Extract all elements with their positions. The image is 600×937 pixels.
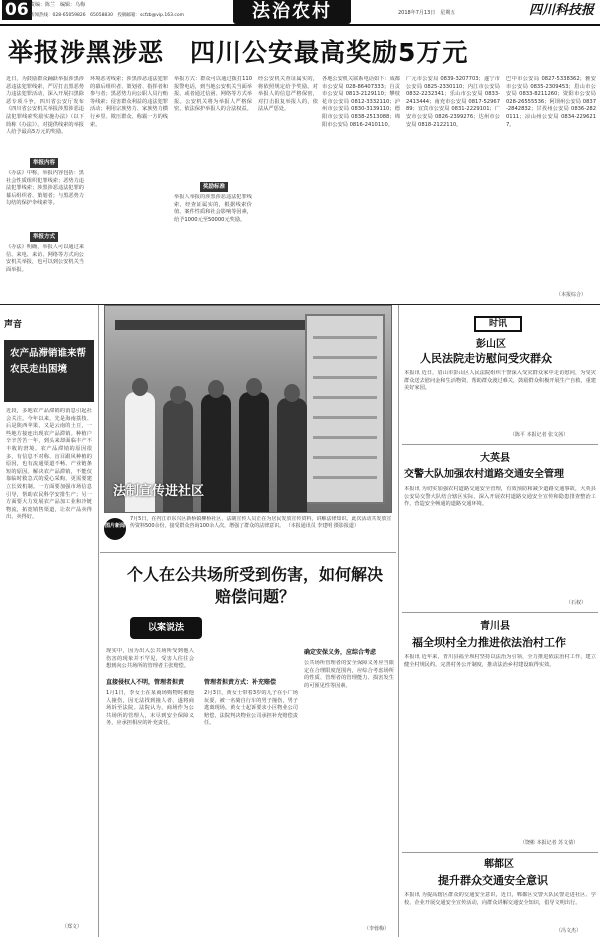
opinion-signature: （郑文）	[62, 924, 83, 930]
lead-col-2: 环境恶劣线索；涉黑涉恶违法犯罪的幕后组织者、策划者、指挥者和参与者；黑恶势力向公职人员行贿等线索；侵害群众利益的违法犯罪活动；利用宗族势力、家族势力横行乡里、欺压群众、称霸一方的线索。	[90, 76, 168, 128]
brief-2-region: 大英县	[480, 453, 510, 464]
brief-1-region: 彭山区	[476, 339, 506, 350]
brief-3-credit: （饶彬 本报记者 苏文倩）	[520, 840, 579, 846]
photo-person-head	[208, 380, 224, 398]
section-banner	[233, 0, 351, 24]
section-title: 法治农村	[252, 1, 332, 22]
photo-caption: 法制宣传进社区	[113, 484, 205, 499]
left-column-divider	[98, 305, 99, 937]
lead-subhead-2: 举报方式	[30, 232, 58, 242]
page-header	[0, 0, 600, 26]
legal-subhead-2: 管理者担责方式：补充赔偿	[204, 679, 277, 686]
lead-subhead-1: 举报内容	[30, 158, 58, 168]
brief-1-credit: （陈平 本报记者 张文茜）	[510, 432, 569, 438]
lead-subhead-3: 奖励标准	[200, 182, 228, 192]
opinion-title-box	[4, 340, 94, 402]
lead-col-1: 近日，为鼓励群众踊跃举报涉黑涉恶违法犯罪线索，严厉打击黑恶势力违法犯罪活动，深入开展扫黑除恶专项斗争，四川省公安厅发布《四川省公安机关举报涉黑涉恶违法犯罪线索奖励实施办法》（以下简称《办法》），对提供线索的举报人给予最高5万元的奖励。	[6, 76, 84, 136]
lead-col-3b: 举报人举报的涉黑涉恶违法犯罪线索，经查证属实的，根据线索价值、案件性质和社会影响等因素，给予1000元至50000元奖励。	[174, 194, 252, 223]
brief-2-credit: （石权）	[566, 600, 587, 606]
brief-divider	[402, 612, 598, 613]
lead-col-4: 经公安机关查证属实的，将依照规定给予奖励。对举报人的信息严格保密，对打击报复举报人的，依法从严惩处。	[258, 76, 318, 113]
photo-text: 7月5日，在内江市东兴区新桥镇柳桥社区，法制宣传人员正在为居民发放宣传资料，讲解法律知识。此次活动共发放宣传资料500余份，接受群众咨询100余人次，增强了群众的法律意识。	[130, 516, 392, 530]
photo-news-badge: 图片新闻	[104, 518, 126, 540]
photo-person	[201, 394, 231, 512]
news-section-logo: 时讯	[474, 316, 522, 332]
legal-signature: （李蓉梅）	[364, 926, 390, 932]
voice-label: 声音	[4, 320, 23, 330]
lead-col-1c: 《办法》明确，举报人可以通过来信、来电、来访、网络等方式向公安机关举报，也可以到公安机关当面举报。	[6, 244, 84, 273]
lead-col-7: 巴中市公安局 0827-5338362；雅安市公安局 0835-2309453；眉山市公安局 0833-8211260；资阳市公安局 028-26555536；阿坝州公安局 0837-2842832；甘孜州公安局 0836-2820111；凉山州公安局 0834-2296217。	[506, 76, 596, 128]
voice-column-heading	[4, 312, 94, 334]
brief-2-title: 交警大队加强农村道路交通安全管理	[404, 469, 564, 480]
issue-date: 2018年7月13日 星期五	[398, 10, 456, 16]
brief-4-title: 提升群众交通安全意识	[438, 874, 548, 887]
photo-person	[239, 392, 269, 512]
brief-divider	[402, 852, 598, 853]
page-number: 06	[2, 0, 32, 20]
lead-col-5: 各地公安机关联系电话如下：成都市公安局 028-86407333；自贡市公安局 0813-2129110；攀枝花市公安局 0812-3332110；泸州市公安局 0830-3139110；德阳市公安局 0838-2513088；绵阳市公安局 0816-2410110。	[322, 76, 400, 128]
legal-subhead-3: 确定安保义务，应综合考虑	[304, 649, 377, 656]
brief-3-region: 青川县	[480, 621, 510, 632]
lead-source: （本报综合）	[556, 292, 587, 298]
brief-3-body: 本报讯 近年来，青川县福全坝村坚持以法治为引领，全力推进依法治村工作，建立健全村规民约，完善村务公开制度，推动法治乡村建设取得实效。	[404, 654, 596, 668]
lead-col-1b: 《办法》中称，举报内容包括：黑社会性质组织犯罪线索；恶势力违法犯罪线索；涉黑涉恶违法犯罪的幕后组织者、策划者；与黑恶势力勾结的保护伞线索等。	[6, 170, 84, 207]
news-photo	[104, 305, 392, 513]
brief-4-credit: （冯文杰）	[556, 928, 582, 934]
brief-3-title: 福全坝村全力推进依法治村工作	[412, 636, 566, 649]
brief-1-title: 人民法院走访慰问受灾群众	[420, 352, 552, 365]
lead-col-6: 广元市公安局 0839-3207703；遂宁市公安局 0825-2330110；内江市公安局 0832-2232341；乐山市公安局 0833-2413444；南充市公安局 0817-5296789；宜宾市公安局 0831-2229101；广安市公安局 0826-2399276；达州市公安局 0818-2122110。	[406, 76, 500, 128]
brief-4-body: 本报讯 为提高辖区群众的交通安全意识，近日，郫都区交警大队民警走进社区、学校、企业开展交通安全宣传活动，向群众讲解交通安全知识，倡导文明出行。	[404, 892, 596, 906]
photo-person-head	[246, 378, 262, 396]
case-law-badge: 以案说法	[130, 617, 202, 639]
legal-article-title: 个人在公共场所受到伤害，如何解决赔偿问题？	[126, 565, 383, 606]
legal-body-2: 1月1日，李女士在某商场购物时被他人撞伤，因无法找到撞人者，遂将商场诉至法院。法院认为，商场作为公共场所的管理人，未尽到安全保障义务，应承担相应的补充责任。	[106, 690, 194, 727]
main-headline: 举报涉黑涉恶 四川公安最高奖励5万元	[8, 38, 469, 67]
legal-subhead-1: 直接侵权人不明，管理者担责	[106, 679, 185, 686]
newspaper-brand: 四川科技报	[528, 3, 594, 18]
right-column-divider	[398, 305, 399, 937]
photo-person-head	[284, 384, 300, 402]
photo-description	[130, 516, 392, 546]
photo-credit: （本报通讯员 李建明 摄影报道）	[285, 523, 359, 530]
brief-divider	[402, 444, 598, 445]
opinion-title: 农产品滞销谁来帮农民走出困境	[10, 348, 87, 375]
legal-body-4: 公共场所管理者的安全保障义务应当限定在合理限度范围内，应综合考虑场所的性质、管理者的管理能力、损害发生的可预见性等因素。	[304, 660, 394, 689]
photo-person-head	[132, 378, 148, 396]
brief-2-body: 本报讯 为切实加强农村道路交通安全管理，有效预防和减少道路交通事故，大英县公安局交警大队结合辖区实际，深入开展农村道路交通安全宣传和隐患排查整治工作，营造安全畅通的道路交通环境。	[404, 486, 596, 508]
contact-line: 新闻热线：028-65059826 65058830 投稿邮箱：scfzb@vip.163.com	[30, 13, 184, 18]
legal-body-1: 现实中，因为出入公共场所受到他人伤害的现象并不罕见，受害人往往会想到向公共场所的管理者主张赔偿。	[106, 648, 194, 670]
lead-col-3: 举报方式：群众可以通过拨打110报警电话，到当地公安机关当面举报，或者通过信函、网络等方式举报。公安机关将为举报人严格保密，依法保护举报人的合法权益。	[174, 76, 252, 113]
photo-person	[277, 398, 307, 512]
photo-notice-board	[305, 314, 385, 504]
brief-4-region: 郫都区	[484, 859, 514, 870]
editor-line: 责编：陈兰 编辑：乌梅	[30, 2, 86, 8]
legal-body-3: 2月3日，黄女士带着3岁的儿子在小广场玩耍，被一名骑自行车的男子撞伤，男子逃离现场。黄女士起诉要求小区物业公司赔偿，法院判决物业公司承担补充赔偿责任。	[204, 690, 298, 727]
brief-1-body: 本报讯 近日，眉山市彭山区人民法院组织干警深入受灾群众家中走访慰问，为受灾群众送去慰问金和生活物资，帮助群众渡过难关，鼓励群众积极开展生产自救，重建美好家园。	[404, 370, 596, 392]
photo-person-head	[170, 386, 186, 404]
opinion-body: 近段，多地农产品滞销的消息引起社会关注。今年以来，先是海南荔枝、后是陕西苹果，又是云南的土豆，一些地方接连出现农产品滞销。种植户辛辛苦苦一年，到头来却面临丰产不丰收的窘境。农产品滞销的原因很多，有信息不对称、盲目跟风种植的原因，也有流通渠道不畅、产业链条短的原因。解决农产品滞销，不能仅靠临时救急式的爱心采购，更需要建立长效机制。一方面要加强市场信息引导，帮助农民科学安排生产；另一方面要大力发展农产品加工业和冷链物流，拓宽销售渠道，让农产品卖得出、卖得好。	[6, 408, 92, 521]
photo-divider	[100, 552, 396, 553]
